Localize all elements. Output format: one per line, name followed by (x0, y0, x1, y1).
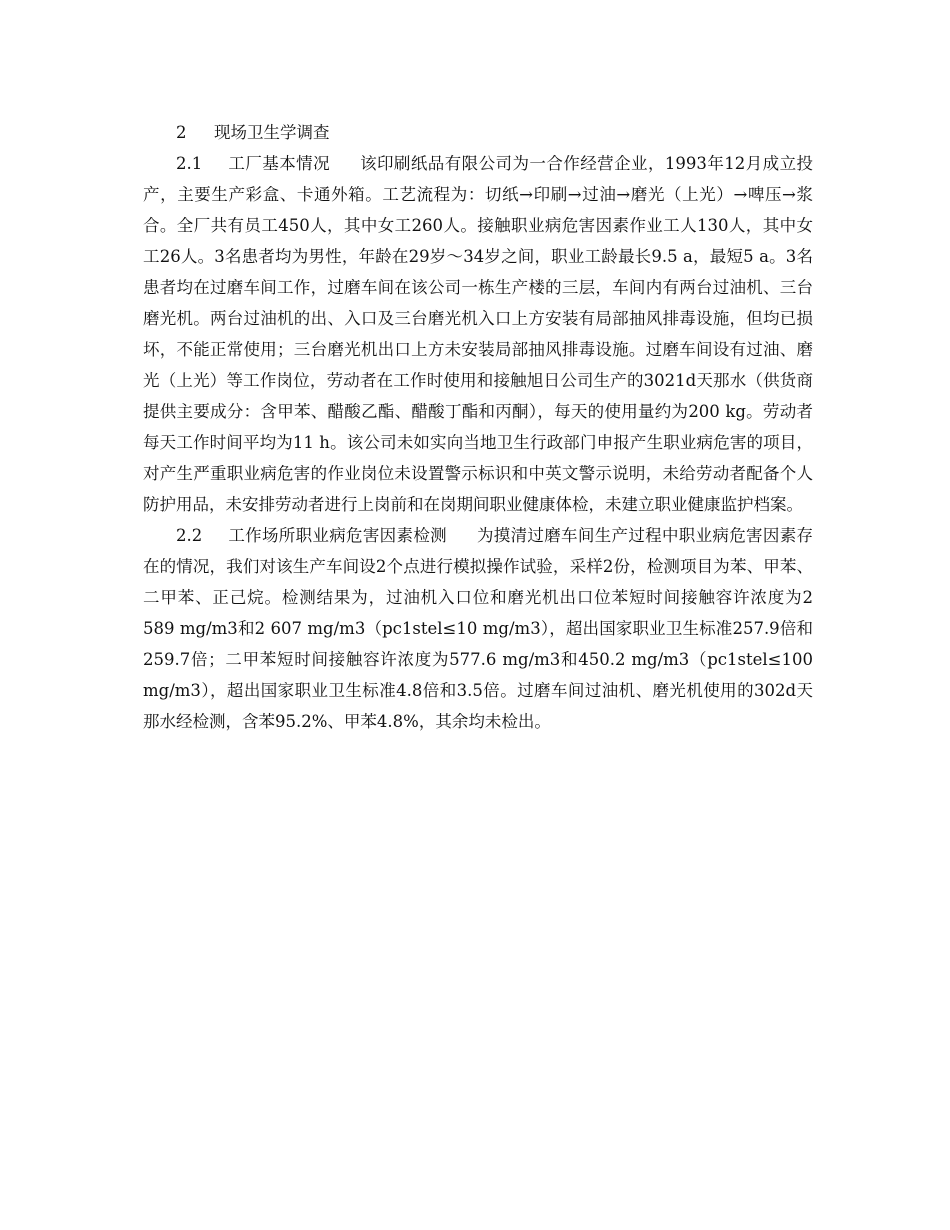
subsection-2-2-paragraph (143, 520, 813, 737)
subsection-body: 为摸清过磨车间生产过程中职业病危害因素存在的情况，我们对该生产车间设2个点进行模拟操作试验，采样2份，检测项目为苯、甲苯、二甲苯、正己烷。检测结果为，过油机入口位和磨光机出口位苯短时间接触容许浓度为2 589 mg/m3和2 607 mg/m3（pc1stel≤10 mg/m3），超出国家职业卫生标准257.9倍和259.7倍；二甲苯短时间接触容许浓度为577.6 mg/m3和450.2 mg/m3（pc1stel≤100 mg/m3），超出国家职业卫生标准4.8倍和3.5倍。过磨车间过油机、磨光机使用的302d天那水经检测，含苯95.2%、甲苯4.8%，其余均未检出。 (143, 526, 814, 731)
section-heading (143, 117, 813, 148)
subsection-number: 2.2 (176, 526, 203, 545)
subsection-title: 工作场所职业病危害因素检测 (228, 526, 447, 545)
subsection-number: 2.1 (176, 154, 203, 173)
section-number: 2 (176, 123, 187, 142)
document-page (143, 117, 813, 737)
section-title: 现场卫生学调查 (214, 123, 330, 142)
subsection-body: 该印刷纸品有限公司为一合作经营企业，1993年12月成立投产，主要生产彩盒、卡通外箱。工艺流程为：切纸→印刷→过油→磨光（上光）→啤压→浆合。全厂共有员工450人，其中女工260人。接触职业病危害因素作业工人130人，其中女工26人。3名患者均为男性，年龄在29岁～34岁之间，职业工龄最长9.5 a，最短5 a。3名患者均在过磨车间工作，过磨车间在该公司一栋生产楼的三层，车间内有两台过油机、三台磨光机。两台过油机的出、入口及三台磨光机入口上方安装有局部抽风排毒设施，但均已损坏，不能正常使用；三台磨光机出口上方未安装局部抽风排毒设施。过磨车间设有过油、磨光（上光）等工作岗位，劳动者在工作时使用和接触旭日公司生产的3021d天那水（供货商提供主要成分：含甲苯、醋酸乙酯、醋酸丁酯和丙酮），每天的使用量约为200 kg。劳动者每天工作时间平均为11 h。该公司未如实向当地卫生行政部门申报产生职业病危害的项目，对产生严重职业病危害的作业岗位未设置警示标识和中英文警示说明，未给劳动者配备个人防护用品，未安排劳动者进行上岗前和在岗期间职业健康体检，未建立职业健康监护档案。 (143, 154, 814, 514)
subsection-2-1-paragraph (143, 148, 813, 520)
subsection-title: 工厂基本情况 (228, 154, 331, 173)
